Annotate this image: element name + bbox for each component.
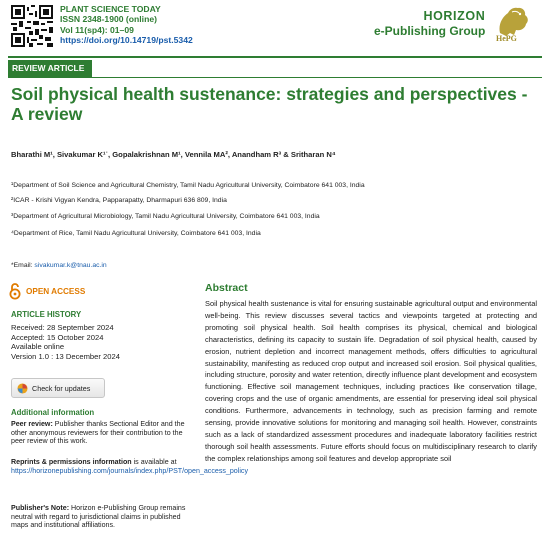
- doi-link[interactable]: https://doi.org/10.14719/pst.5342: [60, 35, 193, 46]
- journal-name: PLANT SCIENCE TODAY: [60, 4, 161, 14]
- title-divider: [8, 77, 542, 78]
- article-type-badge: REVIEW ARTICLE: [8, 60, 92, 77]
- publisher-logo-text: HePG: [496, 34, 517, 43]
- check-updates-icon: [17, 383, 28, 394]
- check-updates-label: Check for updates: [32, 383, 91, 393]
- history-title: ARTICLE HISTORY: [11, 310, 82, 319]
- reprints-link[interactable]: https://horizonepublishing.com/journals/index.php/PST/open_access_policy: [11, 466, 248, 475]
- email-link[interactable]: sivakumar.k@tnau.ac.in: [34, 262, 107, 269]
- reprints-label: Reprints & permissions information: [11, 458, 132, 466]
- peer-review-label: Peer review:: [11, 420, 53, 428]
- open-access-badge: [8, 282, 85, 300]
- publisher-line2: e-Publishing Group: [374, 24, 486, 38]
- affiliation-1: ¹Department of Soil Science and Agricultural Chemistry, Tamil Nadu Agricultural University, Coimbatore 641 003, India: [11, 182, 365, 189]
- open-access-label: OPEN ACCESS: [26, 286, 86, 296]
- abstract-heading: Abstract: [205, 282, 248, 294]
- reprints-note: [11, 458, 248, 475]
- journal-volume: Vol 11(sp4): 01–09: [60, 24, 134, 35]
- journal-info: [60, 4, 193, 46]
- email-label: *Email:: [11, 262, 33, 269]
- peer-review-note: [11, 420, 191, 446]
- affiliation-2: ²ICAR - Krishi Vigyan Kendra, Papparapatty, Dharmapuri 636 809, India: [11, 197, 227, 204]
- affiliation-4: ⁴Department of Rice, Tamil Nadu Agricultural University, Coimbatore 641 003, India: [11, 230, 261, 237]
- abstract-text: Soil physical health sustenance is vital for ensuring sustainable agricultural output and environmental well-being. This review discusses several tactics and viewpoints targeted at protecting and promoting soil physical health. Soil health comprises its physical, chemical and biological characteristics, defining its capacity to sustain life. Degradation of soil physical health, caused by erosion, nutrient depletion and incorrect management methods, offers difficulties to agricultural sustainability, manifesting as reduced crop output and increased soil erosion. Soil physical qualities, including structure, porosity and water retention, directly influence plant development and ecosystem functioning. Effective soil management techniques, including practices like conservation tillage, covering crops and the use of organic amendments, are essential for preserving ideal soil physical conditions. Furthermore, advancements in technology, such as precision farming and remote sensing, provide innovative solutions for monitoring and managing soil health. However, constraints such as a lack of standardized assessment procedures and inadequate laboratory facilities restrict thorough soil health assessments. Future efforts should focus on multidisciplinary research to clarify the complex relationships among soil features and develop appropriate soil: [205, 299, 537, 463]
- history-available: Available online: [11, 342, 65, 351]
- history-received: Received: 28 September 2024: [11, 323, 114, 332]
- publisher-note: [11, 504, 191, 530]
- qr-code: [11, 5, 53, 47]
- article-title: Soil physical health sustenance: strategies and perspectives - A review: [11, 84, 528, 124]
- publisher-name: [374, 9, 485, 38]
- publisher-note-label: Publisher's Note:: [11, 504, 70, 512]
- history-accepted: Accepted: 15 October 2024: [11, 332, 104, 342]
- history-version: Version 1.0 : 13 December 2024: [11, 351, 120, 361]
- open-access-lock-icon: [8, 282, 22, 300]
- journal-issn: ISSN 2348-1900 (online): [60, 14, 157, 25]
- publisher-line1: HORIZON: [423, 9, 486, 23]
- publisher-note-text: Horizon e-Publishing Group remains neutral with regard to jurisdictional claims in published maps and institutional affiliations.: [11, 504, 186, 530]
- affiliation-3: ³Department of Agricultural Microbiology, Tamil Nadu Agricultural University, Coimbatore 641 003, India: [11, 213, 320, 220]
- reprints-text: is available at: [133, 458, 177, 466]
- corresponding-email: [11, 262, 107, 269]
- additional-info-title: Additional information: [11, 408, 95, 417]
- header-divider: [8, 56, 542, 58]
- author-list: Bharathi M¹, Sivakumar K¹˙, Gopalakrishnan M¹, Vennila MA², Anandham R³ & Sritharan N⁴: [11, 150, 336, 159]
- peer-review-text: Publisher thanks Sectional Editor and the other anonymous reviewers for their contribution to the peer review of this work.: [11, 420, 185, 446]
- check-for-updates-button[interactable]: [11, 378, 105, 398]
- history-block: [11, 323, 120, 361]
